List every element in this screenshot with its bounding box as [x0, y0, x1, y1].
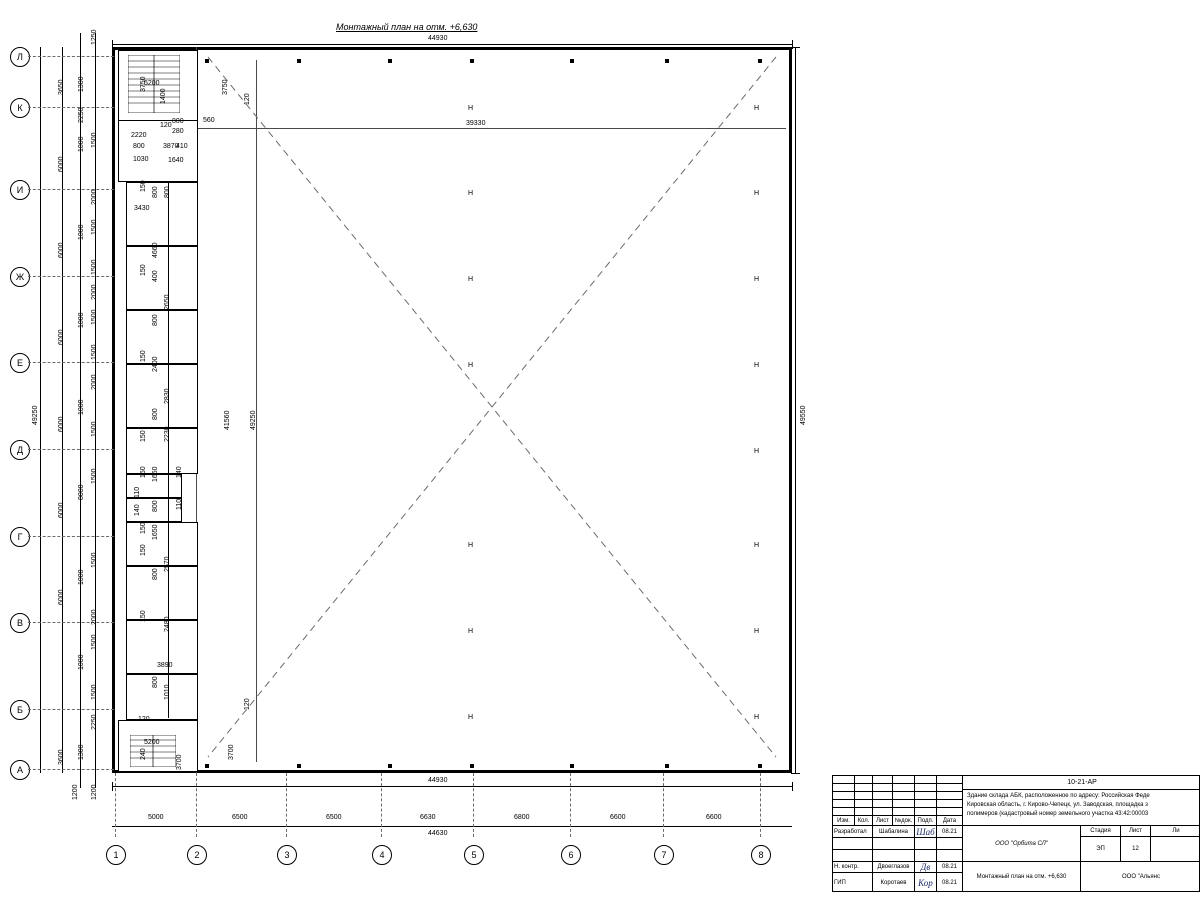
stamp-sheet-value: 12: [1121, 837, 1151, 862]
stamp-role-1: Н. контр.: [833, 862, 873, 873]
column-mark: H: [468, 362, 474, 369]
stamp-sheets-header: Ли: [1151, 826, 1200, 837]
dim-800e: 800: [152, 314, 159, 326]
left-mid-5: 1500: [91, 132, 98, 148]
column-mark: H: [468, 105, 474, 112]
dim-4660: 4660: [152, 242, 159, 258]
axis-label-E: Е: [10, 353, 30, 373]
left-mid-20: 1500: [91, 552, 98, 568]
inner-height-2: 49250: [250, 410, 257, 430]
stamp-sign-2: Кор: [915, 873, 937, 892]
room-3: [126, 246, 198, 310]
stamp-object-line-3: полимеров (кадастровый номер земельного участка 43:42:00003: [967, 811, 1149, 817]
bottom-overall-dimension: 44930: [428, 777, 448, 784]
dim-2480: 2480: [164, 616, 171, 632]
left-mid-15: 1500: [91, 421, 98, 437]
dim-800d: 800: [152, 186, 159, 198]
stamp-org: ООО "Альянс: [1122, 874, 1160, 880]
left-mid-24: 1500: [91, 684, 98, 700]
stamp-sign-1: Дв: [915, 862, 937, 873]
column-mark: H: [754, 105, 760, 112]
left-mid-18: 8000: [78, 484, 85, 500]
dim-3430: 3430: [134, 205, 150, 212]
room-6: [126, 428, 198, 474]
bottom-span-4: 6630: [420, 814, 436, 821]
column-mark: H: [754, 362, 760, 369]
axis-label-V: В: [10, 613, 30, 633]
dim-3870: 3870: [163, 143, 179, 150]
axis-label-3: 3: [277, 845, 297, 865]
bracing-diagonals: [112, 47, 792, 773]
dim-150g: 150: [140, 544, 147, 556]
axis-label-2: 2: [187, 845, 207, 865]
dim-5200b: 5200: [144, 739, 160, 746]
axis-label-4: 4: [372, 845, 392, 865]
left-mid-6: 2000: [91, 189, 98, 205]
stamp-role-2: ГИП: [833, 873, 873, 892]
stamp-header-ndok: №док.: [893, 816, 915, 826]
dim-800c: 1030: [133, 156, 149, 163]
stamp-sheet-header: Лист: [1121, 826, 1151, 837]
left-mid-17: 1500: [91, 468, 98, 484]
dim-240: 240: [140, 748, 147, 760]
dim-1030: 800: [164, 186, 171, 198]
column-mark: H: [754, 448, 760, 455]
dim-150: 150: [140, 180, 147, 192]
dim-120d: 120: [244, 698, 251, 710]
dim-1650b: 1650: [152, 524, 159, 540]
inner-height-1: 41560: [224, 410, 231, 430]
column-mark: H: [468, 714, 474, 721]
left-mid-23: 1000: [78, 654, 85, 670]
dim-2650: 2650: [164, 294, 171, 310]
dim-3890: 3890: [157, 662, 173, 669]
left-mid-19: 1000: [78, 569, 85, 585]
dim-2570: 2570: [164, 556, 171, 572]
column-mark: H: [468, 628, 474, 635]
left-mid-1: 1250: [91, 29, 98, 45]
stamp-role-0: Разработал: [833, 826, 873, 838]
dim-120: 120: [160, 122, 172, 129]
left-mid-12: 1000: [78, 312, 85, 328]
stamp-name-0: Шабалина: [873, 826, 915, 838]
stamp-sheets-value: [1151, 837, 1200, 862]
left-mid-25: 2250: [91, 714, 98, 730]
axis-label-7: 7: [654, 845, 674, 865]
left-mid-22: 1500: [91, 634, 98, 650]
dim-140b: 140: [134, 504, 141, 516]
room-12: [126, 674, 198, 720]
left-mid-3: 2250: [78, 107, 85, 123]
top-overall-dimension: 44930: [428, 35, 448, 42]
bottom-span-2: 6500: [232, 814, 248, 821]
left-span-2: 6000: [58, 156, 65, 172]
dim-1400: 1400: [160, 88, 167, 104]
dim-110b: 110: [176, 498, 183, 510]
dim-120c: 120: [138, 716, 150, 723]
bottom-span-7: 6600: [706, 814, 722, 821]
stamp-sign-0: Шаб: [915, 826, 937, 838]
room-10: [126, 566, 198, 620]
stamp-sheet-title: Монтажный план на отм. +6,630: [963, 862, 1081, 892]
room-2: [126, 182, 198, 246]
dim-2400: 2400: [152, 356, 159, 372]
left-mid-16: 1000: [78, 399, 85, 415]
bottom-span-1: 5000: [148, 814, 164, 821]
left-mid-7: 1500: [91, 219, 98, 235]
stamp-stage-value: ЭП: [1081, 837, 1121, 862]
column-mark: H: [754, 714, 760, 721]
axis-label-K: К: [10, 98, 30, 118]
bottom-span-3: 6500: [326, 814, 342, 821]
left-mid-9: 1500: [91, 259, 98, 275]
dim-3700b: 3700: [228, 744, 235, 760]
plan-title: Монтажный план на отм. +6,630: [336, 22, 478, 32]
dim-150d: 150: [140, 430, 147, 442]
dim-5200: 5200: [144, 80, 160, 87]
left-mid-26: 1300: [78, 744, 85, 760]
left-mid-4: 1000: [78, 136, 85, 152]
dim-1010: 1010: [164, 684, 171, 700]
dim-1640: 1640: [168, 157, 184, 164]
stamp-header-kol: Кол.: [855, 816, 873, 826]
column-mark: H: [754, 190, 760, 197]
dim-1650: 1650: [152, 466, 159, 482]
room-5: [126, 364, 198, 428]
left-mid-11: 1500: [91, 309, 98, 325]
dim-2220: 2220: [131, 132, 147, 139]
axis-label-L: Л: [10, 47, 30, 67]
dim-3700: 3700: [176, 754, 183, 770]
stamp-date-2: 08.21: [937, 873, 963, 892]
column-mark: H: [468, 190, 474, 197]
left-span-3: 6000: [58, 242, 65, 258]
dim-120b: 120: [244, 93, 251, 105]
stamp-date-0: 08.21: [937, 826, 963, 838]
column-mark: H: [754, 628, 760, 635]
bottom-overall-dimension-2: 44630: [428, 830, 448, 837]
dim-150h: 150: [140, 610, 147, 622]
column-mark: H: [754, 276, 760, 283]
axis-label-8: 8: [751, 845, 771, 865]
left-bottom-dim: 1200: [72, 784, 79, 800]
dim-3750b: 3750: [222, 79, 229, 95]
left-mid-10: 2000: [91, 284, 98, 300]
room-1: [118, 120, 198, 182]
left-mid-27: 1200: [91, 784, 98, 800]
axis-label-D: Д: [10, 440, 30, 460]
stamp-header-data: Дата: [937, 816, 963, 826]
dim-150c: 150: [140, 350, 147, 362]
stamp-header-izm: Изм.: [833, 816, 855, 826]
title-block: [832, 775, 1200, 892]
column-mark: H: [468, 542, 474, 549]
axis-label-B: Б: [10, 700, 30, 720]
dim-800i: 800: [152, 676, 159, 688]
bottom-span-5: 6800: [514, 814, 530, 821]
stamp-header-list: Лист: [873, 816, 893, 826]
right-overall-dimension: 49550: [800, 405, 807, 425]
dim-3750: 3750: [140, 76, 147, 92]
dim-150f: 150: [140, 522, 147, 534]
axis-label-I: И: [10, 180, 30, 200]
left-mid-2: 1300: [78, 76, 85, 92]
dim-410: 410: [176, 143, 188, 150]
dim-800h: 800: [152, 568, 159, 580]
axis-label-6: 6: [561, 845, 581, 865]
left-mid-14: 2000: [91, 374, 98, 390]
left-span-5: 6000: [58, 416, 65, 432]
bottom-span-6: 6600: [610, 814, 626, 821]
dim-150e: 150: [140, 466, 147, 478]
axis-label-5: 5: [464, 845, 484, 865]
stamp-date-1: 08.21: [937, 862, 963, 873]
dim-140: 140: [176, 466, 183, 478]
axis-label-Zh: Ж: [10, 267, 30, 287]
left-mid-13: 1500: [91, 344, 98, 360]
dim-800b: 800: [172, 118, 184, 125]
inner-width-dimension: 39330: [466, 120, 486, 127]
dim-400: 400: [152, 270, 159, 282]
dim-800g: 800: [152, 500, 159, 512]
dim-2830: 2830: [164, 388, 171, 404]
axis-label-1: 1: [106, 845, 126, 865]
stamp-header-podp: Подп.: [915, 816, 937, 826]
left-mid-21: 2000: [91, 609, 98, 625]
dim-800: 800: [133, 143, 145, 150]
dim-560: 560: [203, 117, 215, 124]
left-span-6: 6000: [58, 502, 65, 518]
stamp-company: ООО "Орбита СЛ": [963, 826, 1081, 862]
stamp-object-line-2: Кировская область, г. Кирово-Чепецк, ул. Заводская, площадка з: [967, 802, 1148, 808]
column-mark: H: [468, 276, 474, 283]
dim-800f: 800: [152, 408, 159, 420]
dim-2230: 2230: [164, 426, 171, 442]
axis-label-G: Г: [10, 527, 30, 547]
stamp-name-2: Коротаев: [873, 873, 915, 892]
left-span-7: 6000: [58, 589, 65, 605]
left-span-8: 3600: [58, 749, 65, 765]
left-mid-8: 1000: [78, 224, 85, 240]
stamp-code: 10-21-АР: [963, 776, 1200, 790]
column-mark: H: [754, 542, 760, 549]
stamp-name-1: Двоеглазов: [873, 862, 915, 873]
dim-150b: 150: [140, 264, 147, 276]
room-9: [126, 522, 198, 566]
room-4: [126, 310, 198, 364]
dim-280: 280: [172, 128, 184, 135]
dim-110: 110: [134, 486, 141, 498]
left-span-4: 6000: [58, 329, 65, 345]
stamp-object-line-1: Здание склада АБК, расположенное по адресу: Российская Феде: [967, 793, 1150, 799]
axis-label-A: А: [10, 760, 30, 780]
stamp-stage-header: Стадия: [1081, 826, 1121, 837]
left-overall-dimension: 49250: [32, 405, 39, 425]
left-span-1: 3650: [58, 79, 65, 95]
